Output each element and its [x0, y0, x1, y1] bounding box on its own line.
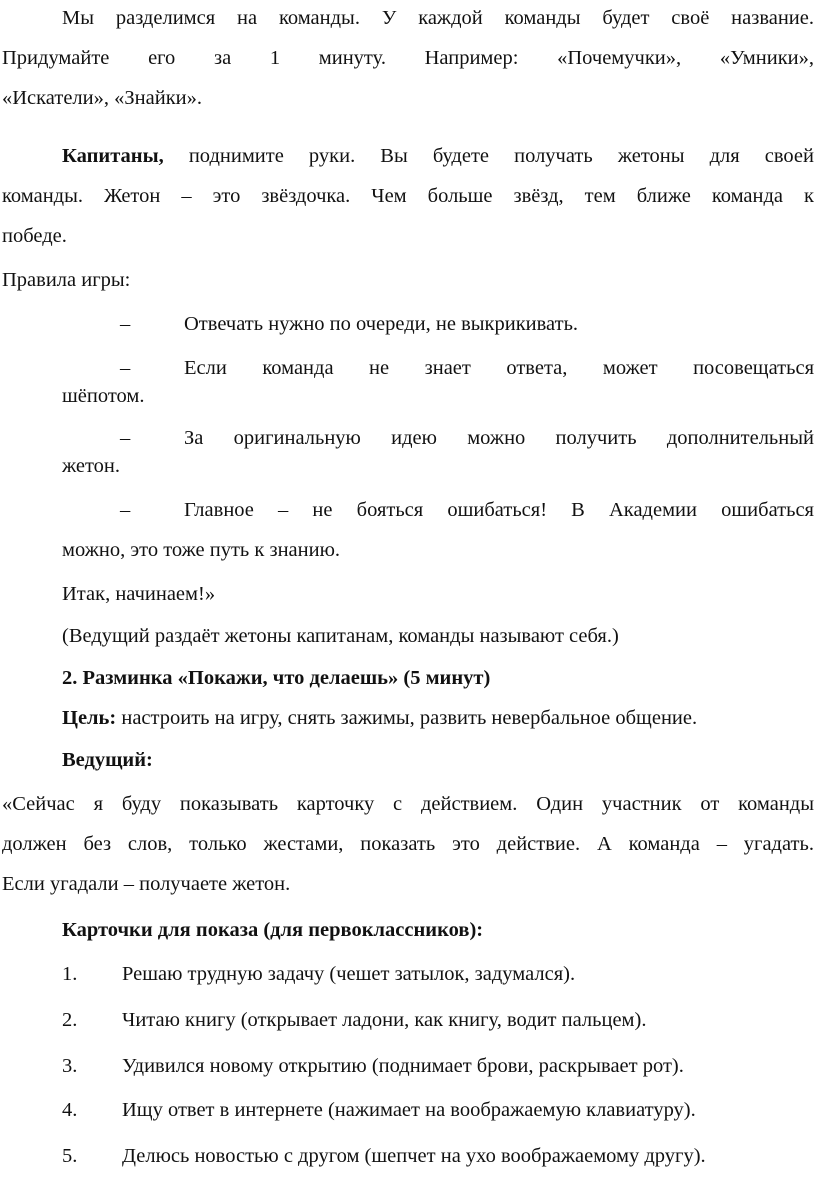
goal-label: Цель: [62, 707, 117, 729]
card-2-text: Читаю книгу (открывает ладони, как книгу, водит пальцем). [122, 1009, 647, 1031]
rule-4-text-2: можно, это тоже путь к знанию. [62, 539, 341, 561]
rule-4-text-1: Главное – не бояться ошибаться! В Академии ошибаться [184, 499, 814, 521]
host-note: (Ведущий раздаёт жетоны капитанам, команды называют себя.) [62, 625, 619, 647]
speech-line-3: Если угадали – получаете жетон. [2, 873, 291, 895]
card-1-text: Решаю трудную задачу (чешет затылок, задумался). [122, 963, 576, 985]
card-5-number: 5. [62, 1145, 78, 1167]
section-2-title: 2. Разминка «Покажи, что делаешь» (5 минут) [62, 667, 491, 689]
rule-2-text-1: Если команда не знает ответа, может посовещаться [184, 357, 814, 379]
captains-line-1-rest: поднимите руки. Вы будете получать жетоны для своей [188, 145, 814, 167]
card-5-text: Делюсь новостью с другом (шепчет на ухо воображаемому другу). [122, 1145, 706, 1167]
speech-line-1: «Сейчас я буду показывать карточку с действием. Один участник от команды [2, 793, 814, 815]
captains-line-1 [62, 144, 814, 168]
card-2-number: 2. [62, 1009, 78, 1031]
host-label: Ведущий: [62, 749, 153, 771]
rule-3-text-2: жетон. [62, 455, 121, 477]
captains-line-2: команды. Жетон – это звёздочка. Чем больше звёзд, тем ближе команда к [2, 185, 814, 207]
card-4-number: 4. [62, 1099, 78, 1121]
captains-bold: Капитаны, [62, 145, 164, 167]
card-3-text: Удивился новому открытию (поднимает брови, раскрывает рот). [122, 1055, 684, 1077]
intro-line-3: «Искатели», «Знайки». [2, 87, 202, 109]
rule-2-text-2: шёпотом. [62, 385, 145, 407]
rule-3-dash: – [120, 427, 131, 449]
rule-1-dash: – [120, 313, 131, 335]
rules-heading: Правила игры: [2, 269, 131, 291]
rule-3-text-1: За оригинальную идею можно получить дополнительный [184, 427, 814, 449]
intro-line-1: Мы разделимся на команды. У каждой команды будет своё название. [62, 7, 814, 29]
rule-2-dash: – [120, 357, 131, 379]
rule-1-text: Отвечать нужно по очереди, не выкрикивать. [184, 313, 579, 335]
card-1-number: 1. [62, 963, 78, 985]
card-4-text: Ищу ответ в интернете (нажимает на воображаемую клавиатуру). [122, 1099, 696, 1121]
speech-line-2: должен без слов, только жестами, показать это действие. А команда – угадать. [2, 833, 814, 855]
rule-4-dash: – [120, 499, 131, 521]
goal-line [62, 706, 697, 730]
start-line: Итак, начинаем!» [62, 583, 216, 605]
card-3-number: 3. [62, 1055, 78, 1077]
captains-line-3: победе. [2, 225, 67, 247]
goal-text: настроить на игру, снять зажимы, развить невербальное общение. [121, 707, 698, 729]
intro-line-2: Придумайте его за 1 минуту. Например: «Почемучки», «Умники», [2, 47, 814, 69]
cards-heading: Карточки для показа (для первоклассников): [62, 919, 484, 941]
